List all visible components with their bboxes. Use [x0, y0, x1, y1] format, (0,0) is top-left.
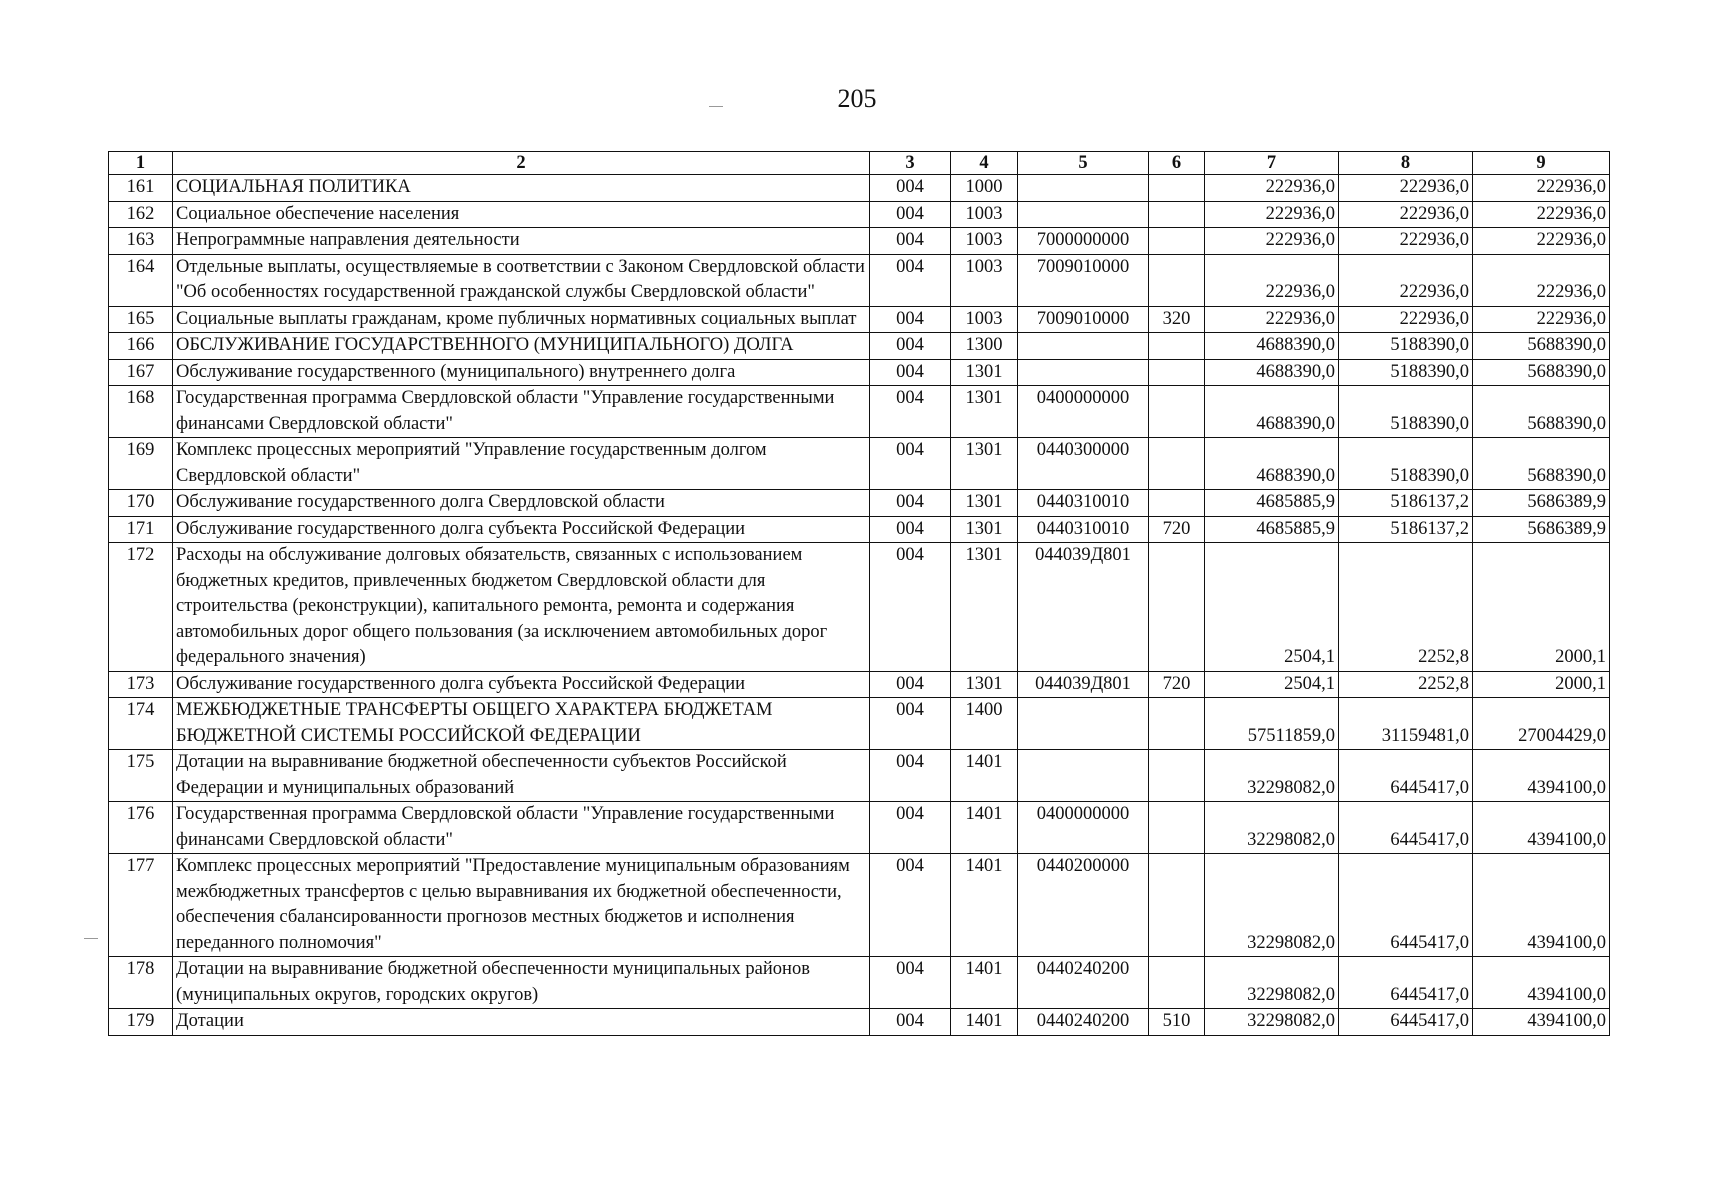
row-number: 177	[109, 854, 173, 957]
row-code-6: 720	[1149, 671, 1205, 698]
row-number: 170	[109, 490, 173, 517]
header-col-5: 5	[1018, 152, 1149, 175]
row-code-5: 0440240200	[1018, 1009, 1149, 1036]
table-row	[109, 175, 1610, 202]
table-row	[109, 359, 1610, 386]
row-amount-9: 5688390,0	[1473, 359, 1610, 386]
row-code-5: 0440310010	[1018, 516, 1149, 543]
row-code-3: 004	[870, 543, 951, 672]
row-name: Комплекс процессных мероприятий "Управление государственным долгом Свердловской области"	[173, 438, 870, 490]
row-code-3: 004	[870, 750, 951, 802]
header-col-7: 7	[1205, 152, 1339, 175]
row-amount-7: 2504,1	[1205, 543, 1339, 672]
row-code-4: 1401	[951, 957, 1018, 1009]
row-code-5	[1018, 201, 1149, 228]
row-code-3: 004	[870, 1009, 951, 1036]
row-amount-9: 222936,0	[1473, 306, 1610, 333]
row-amount-7: 222936,0	[1205, 306, 1339, 333]
row-code-3: 004	[870, 201, 951, 228]
row-code-5: 0440240200	[1018, 957, 1149, 1009]
row-code-6: 510	[1149, 1009, 1205, 1036]
row-amount-7: 4685885,9	[1205, 490, 1339, 517]
row-code-4: 1000	[951, 175, 1018, 202]
row-amount-7: 4688390,0	[1205, 386, 1339, 438]
row-code-5	[1018, 750, 1149, 802]
row-amount-8: 222936,0	[1339, 201, 1473, 228]
row-amount-8: 5188390,0	[1339, 386, 1473, 438]
row-code-6	[1149, 254, 1205, 306]
table-row	[109, 438, 1610, 490]
row-amount-8: 6445417,0	[1339, 854, 1473, 957]
row-code-4: 1003	[951, 201, 1018, 228]
row-code-6	[1149, 228, 1205, 255]
header-col-9: 9	[1473, 152, 1610, 175]
row-amount-7: 222936,0	[1205, 254, 1339, 306]
row-amount-9: 2000,1	[1473, 543, 1610, 672]
row-amount-8: 222936,0	[1339, 228, 1473, 255]
row-code-4: 1301	[951, 671, 1018, 698]
row-amount-7: 4688390,0	[1205, 359, 1339, 386]
row-amount-8: 5186137,2	[1339, 490, 1473, 517]
row-name: ОБСЛУЖИВАНИЕ ГОСУДАРСТВЕННОГО (МУНИЦИПАЛЬНОГО) ДОЛГА	[173, 333, 870, 360]
row-name: Дотации на выравнивание бюджетной обеспеченности муниципальных районов (муниципальных округов, городских округов)	[173, 957, 870, 1009]
table-row	[109, 854, 1610, 957]
row-amount-8: 6445417,0	[1339, 1009, 1473, 1036]
row-number: 165	[109, 306, 173, 333]
row-code-4: 1300	[951, 333, 1018, 360]
table-row	[109, 254, 1610, 306]
row-code-3: 004	[870, 438, 951, 490]
row-code-3: 004	[870, 254, 951, 306]
row-amount-9: 4394100,0	[1473, 1009, 1610, 1036]
row-name: Комплекс процессных мероприятий "Предоставление муниципальным образованиям межбюджетных трансфертов с целью выравнивания их бюджетной обеспеченности, обеспечения сбалансированности прогнозов местных бюджетов и исполнения переданного полномочия"	[173, 854, 870, 957]
row-name: Обслуживание государственного долга субъекта Российской Федерации	[173, 671, 870, 698]
row-code-4: 1301	[951, 359, 1018, 386]
row-code-5: 0400000000	[1018, 802, 1149, 854]
row-code-3: 004	[870, 957, 951, 1009]
table-row	[109, 306, 1610, 333]
row-amount-8: 222936,0	[1339, 306, 1473, 333]
row-code-4: 1401	[951, 750, 1018, 802]
row-amount-9: 5688390,0	[1473, 333, 1610, 360]
row-amount-8: 6445417,0	[1339, 750, 1473, 802]
row-code-4: 1401	[951, 854, 1018, 957]
row-code-5: 7000000000	[1018, 228, 1149, 255]
row-code-6	[1149, 386, 1205, 438]
row-code-4: 1301	[951, 516, 1018, 543]
table-row	[109, 516, 1610, 543]
row-number: 172	[109, 543, 173, 672]
row-number: 166	[109, 333, 173, 360]
row-code-3: 004	[870, 854, 951, 957]
row-amount-7: 222936,0	[1205, 201, 1339, 228]
row-code-4: 1301	[951, 490, 1018, 517]
row-amount-9: 5688390,0	[1473, 386, 1610, 438]
row-code-6: 720	[1149, 516, 1205, 543]
row-code-3: 004	[870, 333, 951, 360]
table-row	[109, 201, 1610, 228]
row-code-6	[1149, 698, 1205, 750]
row-code-6	[1149, 175, 1205, 202]
row-amount-9: 4394100,0	[1473, 750, 1610, 802]
row-amount-7: 4688390,0	[1205, 438, 1339, 490]
row-name: Дотации на выравнивание бюджетной обеспеченности субъектов Российской Федерации и муниципальных образований	[173, 750, 870, 802]
table-row	[109, 543, 1610, 672]
row-code-3: 004	[870, 802, 951, 854]
table-row	[109, 333, 1610, 360]
row-name: Социальное обеспечение населения	[173, 201, 870, 228]
row-number: 178	[109, 957, 173, 1009]
page-number: 205	[837, 84, 877, 113]
row-code-4: 1400	[951, 698, 1018, 750]
scan-mark	[709, 106, 723, 107]
row-code-5	[1018, 698, 1149, 750]
row-name: Дотации	[173, 1009, 870, 1036]
row-amount-8: 5188390,0	[1339, 333, 1473, 360]
row-amount-9: 5686389,9	[1473, 516, 1610, 543]
row-code-4: 1401	[951, 802, 1018, 854]
row-amount-8: 222936,0	[1339, 175, 1473, 202]
table-row	[109, 802, 1610, 854]
row-code-6	[1149, 490, 1205, 517]
row-amount-7: 222936,0	[1205, 228, 1339, 255]
row-name: Обслуживание государственного долга субъекта Российской Федерации	[173, 516, 870, 543]
row-code-6	[1149, 957, 1205, 1009]
row-amount-9: 222936,0	[1473, 254, 1610, 306]
row-code-4: 1301	[951, 438, 1018, 490]
row-name: Социальные выплаты гражданам, кроме публичных нормативных социальных выплат	[173, 306, 870, 333]
table-row	[109, 750, 1610, 802]
row-code-3: 004	[870, 359, 951, 386]
row-code-5	[1018, 333, 1149, 360]
row-amount-9: 4394100,0	[1473, 854, 1610, 957]
row-number: 163	[109, 228, 173, 255]
row-name: Обслуживание государственного (муниципального) внутреннего долга	[173, 359, 870, 386]
table-row	[109, 1009, 1610, 1036]
row-amount-9: 27004429,0	[1473, 698, 1610, 750]
row-code-5: 7009010000	[1018, 306, 1149, 333]
row-name: Расходы на обслуживание долговых обязательств, связанных с использованием бюджетных кредитов, привлеченных бюджетом Свердловской области для строительства (реконструкции), капитального ремонта, ремонта и содержания автомобильных дорог общего пользования (за исключением автомобильных дорог федерального значения)	[173, 543, 870, 672]
table-header	[109, 152, 1610, 175]
row-code-3: 004	[870, 175, 951, 202]
row-code-4: 1401	[951, 1009, 1018, 1036]
row-amount-7: 2504,1	[1205, 671, 1339, 698]
row-code-6	[1149, 543, 1205, 672]
row-amount-7: 57511859,0	[1205, 698, 1339, 750]
row-code-3: 004	[870, 386, 951, 438]
row-code-3: 004	[870, 228, 951, 255]
row-amount-7: 32298082,0	[1205, 750, 1339, 802]
row-code-5: 7009010000	[1018, 254, 1149, 306]
row-number: 162	[109, 201, 173, 228]
row-code-5: 0440200000	[1018, 854, 1149, 957]
row-number: 174	[109, 698, 173, 750]
header-col-4: 4	[951, 152, 1018, 175]
row-number: 164	[109, 254, 173, 306]
row-number: 179	[109, 1009, 173, 1036]
row-amount-7: 32298082,0	[1205, 1009, 1339, 1036]
scan-mark	[84, 938, 98, 939]
row-name: Непрограммные направления деятельности	[173, 228, 870, 255]
row-amount-8: 2252,8	[1339, 543, 1473, 672]
row-code-5: 0440300000	[1018, 438, 1149, 490]
row-name: Государственная программа Свердловской области "Управление государственными финансами Свердловской области"	[173, 802, 870, 854]
row-code-5: 044039Д801	[1018, 543, 1149, 672]
row-number: 176	[109, 802, 173, 854]
row-amount-9: 5688390,0	[1473, 438, 1610, 490]
row-name: СОЦИАЛЬНАЯ ПОЛИТИКА	[173, 175, 870, 202]
row-code-6	[1149, 854, 1205, 957]
row-amount-8: 5186137,2	[1339, 516, 1473, 543]
row-code-4: 1003	[951, 254, 1018, 306]
row-amount-7: 32298082,0	[1205, 802, 1339, 854]
row-number: 168	[109, 386, 173, 438]
row-name: Отдельные выплаты, осуществляемые в соответствии с Законом Свердловской области "Об особенностях государственной гражданской службы Свердловской области"	[173, 254, 870, 306]
table-row	[109, 671, 1610, 698]
row-code-5: 0400000000	[1018, 386, 1149, 438]
row-code-3: 004	[870, 490, 951, 517]
header-col-2: 2	[173, 152, 870, 175]
header-col-3: 3	[870, 152, 951, 175]
row-code-6	[1149, 438, 1205, 490]
row-code-6	[1149, 359, 1205, 386]
row-number: 173	[109, 671, 173, 698]
row-amount-7: 4688390,0	[1205, 333, 1339, 360]
table-row	[109, 228, 1610, 255]
row-amount-8: 222936,0	[1339, 254, 1473, 306]
row-name: Обслуживание государственного долга Свердловской области	[173, 490, 870, 517]
row-amount-7: 4685885,9	[1205, 516, 1339, 543]
row-amount-9: 222936,0	[1473, 175, 1610, 202]
row-code-5	[1018, 359, 1149, 386]
row-name: Государственная программа Свердловской области "Управление государственными финансами Свердловской области"	[173, 386, 870, 438]
row-number: 175	[109, 750, 173, 802]
row-amount-9: 222936,0	[1473, 201, 1610, 228]
row-amount-9: 222936,0	[1473, 228, 1610, 255]
row-number: 161	[109, 175, 173, 202]
row-code-4: 1301	[951, 386, 1018, 438]
row-code-6	[1149, 201, 1205, 228]
row-amount-8: 5188390,0	[1339, 359, 1473, 386]
row-amount-8: 6445417,0	[1339, 802, 1473, 854]
row-number: 169	[109, 438, 173, 490]
table-row	[109, 957, 1610, 1009]
row-amount-7: 222936,0	[1205, 175, 1339, 202]
row-code-5	[1018, 175, 1149, 202]
row-number: 167	[109, 359, 173, 386]
table-row	[109, 386, 1610, 438]
row-amount-8: 6445417,0	[1339, 957, 1473, 1009]
row-amount-9: 2000,1	[1473, 671, 1610, 698]
table-row	[109, 698, 1610, 750]
row-code-4: 1003	[951, 228, 1018, 255]
header-col-8: 8	[1339, 152, 1473, 175]
table-body	[109, 175, 1610, 1036]
header-col-1: 1	[109, 152, 173, 175]
row-number: 171	[109, 516, 173, 543]
row-amount-9: 4394100,0	[1473, 957, 1610, 1009]
row-code-5: 044039Д801	[1018, 671, 1149, 698]
row-code-6: 320	[1149, 306, 1205, 333]
row-code-6	[1149, 333, 1205, 360]
row-code-3: 004	[870, 698, 951, 750]
header-col-6: 6	[1149, 152, 1205, 175]
row-code-3: 004	[870, 306, 951, 333]
row-code-3: 004	[870, 516, 951, 543]
header-row	[109, 152, 1610, 175]
row-code-5: 0440310010	[1018, 490, 1149, 517]
row-code-6	[1149, 802, 1205, 854]
row-amount-8: 2252,8	[1339, 671, 1473, 698]
row-code-3: 004	[870, 671, 951, 698]
row-code-4: 1003	[951, 306, 1018, 333]
row-amount-7: 32298082,0	[1205, 854, 1339, 957]
row-code-4: 1301	[951, 543, 1018, 672]
budget-table	[108, 151, 1610, 1036]
row-amount-8: 5188390,0	[1339, 438, 1473, 490]
table-row	[109, 490, 1610, 517]
row-amount-9: 4394100,0	[1473, 802, 1610, 854]
row-code-6	[1149, 750, 1205, 802]
row-name: МЕЖБЮДЖЕТНЫЕ ТРАНСФЕРТЫ ОБЩЕГО ХАРАКТЕРА БЮДЖЕТАМ БЮДЖЕТНОЙ СИСТЕМЫ РОССИЙСКОЙ ФЕДЕРАЦИИ	[173, 698, 870, 750]
row-amount-9: 5686389,9	[1473, 490, 1610, 517]
row-amount-7: 32298082,0	[1205, 957, 1339, 1009]
row-amount-8: 31159481,0	[1339, 698, 1473, 750]
